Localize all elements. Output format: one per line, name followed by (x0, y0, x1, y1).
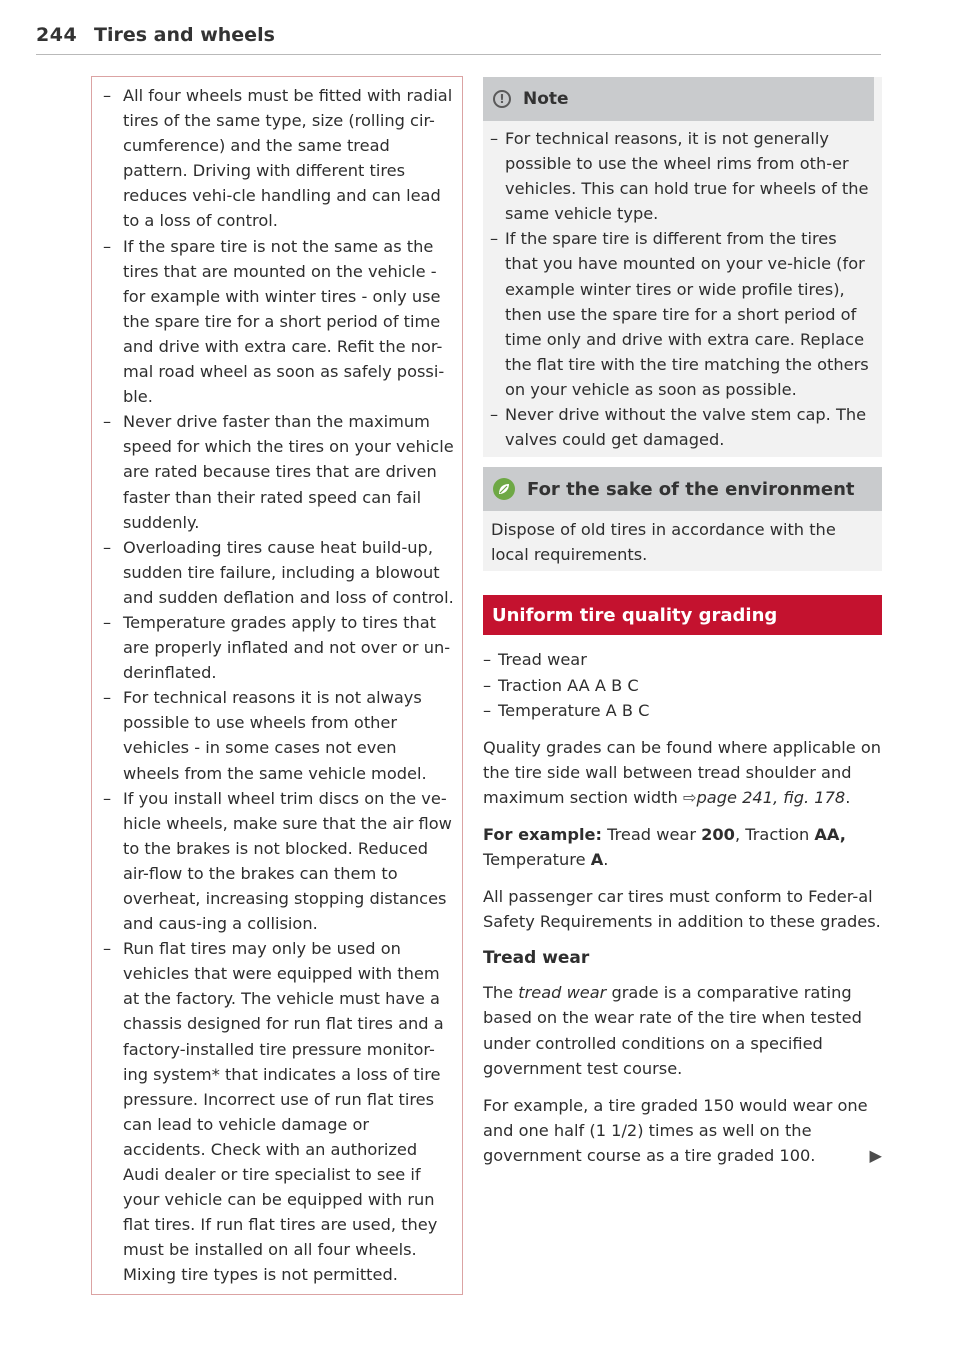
note-box (483, 77, 882, 457)
quality-grades-paragraph: Quality grades can be found where applicable on the tire side wall between tread shoulder and maximum section width ⇨page 241, fig. 178. (483, 737, 881, 807)
warning-list (92, 77, 462, 1288)
section-heading: Uniform tire quality grading (483, 595, 882, 635)
grading-item: – Temperature A B C (483, 700, 650, 720)
note-header (483, 77, 874, 121)
grading-list (483, 647, 882, 722)
warning-item: – Temperature grades apply to tires that are properly inflated and not over or un-derinflated. (103, 612, 451, 683)
warning-item: – Run flat tires may only be used on vehicles that were equipped with them at the factory. The vehicle must have a chassis designed for run flat tires and a factory-installed tire pressure monitor-ing system* that indicates a loss of tire pressure. Incorrect use of run flat tires can lead to vehicle damage or accidents. Check with an authorized Audi dealer or tire specialist to see if your vehicle can be equipped with run flat tires. If run flat tires are used, they must be installed on all four wheels. Mixing tire types is not permitted. (103, 939, 444, 1285)
environment-title: For the sake of the environment (527, 478, 855, 500)
page-header (36, 24, 881, 55)
section-title: Tires and wheels (94, 24, 275, 46)
note-list (483, 121, 874, 452)
warning-item: – Overloading tires cause heat build-up, sudden tire failure, including a blowout and sudden deflation and loss of control. (103, 537, 454, 607)
continue-arrow-icon: ▶ (869, 1145, 882, 1165)
warning-item: – If you install wheel trim discs on the ve-hicle wheels, make sure that the air flow to the brakes is not blocked. Reduced air-flow to the brakes can them to overheat, increasing stopping distances and caus-ing a collision. (103, 788, 452, 934)
environment-header (483, 467, 882, 511)
tread-wear-subheading: Tread wear (483, 948, 590, 969)
example-paragraph: For example: Tread wear 200, Traction AA, Temperature A. (483, 824, 846, 870)
note-item: – If the spare tire is different from the tires that you have mounted on your ve-hicle (for example winter tires or wide profile tires), then use the spare tire for a short period of time only and drive with extra care. Replace the flat tire with the tire matching the others on your vehicle as soon as possible. (490, 229, 869, 399)
cross-reference-link[interactable]: page 241, fig. 178 (696, 787, 846, 807)
info-icon: ! (493, 90, 511, 108)
federal-requirements-paragraph: All passenger car tires must conform to Feder-al Safety Requirements in addition to these grades. (483, 887, 881, 932)
grading-item: – Traction AA A B C (483, 675, 639, 695)
note-item: – Never drive without the valve stem cap. The valves could get damaged. (490, 405, 867, 450)
note-title: Note (523, 89, 569, 109)
cross-reference-arrow-icon: ⇨ (682, 787, 697, 807)
warning-item: – All four wheels must be fitted with radial tires of the same type, size (rolling cir-cumference) and the same tread pattern. Driving with different tires reduces vehi-cle handling and can lead to a loss of control. (103, 86, 453, 231)
warning-item: – For technical reasons it is not always possible to use wheels from other vehicles - in some cases not even wheels from the same vehicle model. (103, 688, 427, 783)
right-column (483, 77, 882, 1168)
leaf-icon (493, 478, 515, 500)
environment-box (483, 467, 882, 571)
tread-wear-example-paragraph: For example, a tire graded 150 would wear one and one half (1 1/2) times as well on the government course as a tire graded 100. ▶ (483, 1093, 882, 1168)
warning-box (91, 76, 463, 1295)
environment-text: Dispose of old tires in accordance with the local requirements. (491, 520, 836, 565)
note-item: – For technical reasons, it is not generally possible to use the wheel rims from oth-er vehicles. This can hold true for wheels of the same vehicle type. (490, 129, 869, 224)
warning-item: – If the spare tire is not the same as the tires that are mounted on the vehicle - for example with winter tires - only use the spare tire for a short period of time and drive with extra care. Refit the nor-mal road wheel as soon as safely possi-ble. (103, 236, 445, 407)
tread-wear-paragraph: The tread wear grade is a comparative rating based on the wear rate of the tire when tested under controlled conditions on a specified government test course. (483, 983, 862, 1078)
warning-item: – Never drive faster than the maximum speed for which the tires on your vehicle are rated because tires that are driven faster than their rated speed can fail suddenly. (103, 412, 454, 532)
page-number: 244 (36, 24, 78, 46)
grading-item: – Tread wear (483, 650, 587, 670)
